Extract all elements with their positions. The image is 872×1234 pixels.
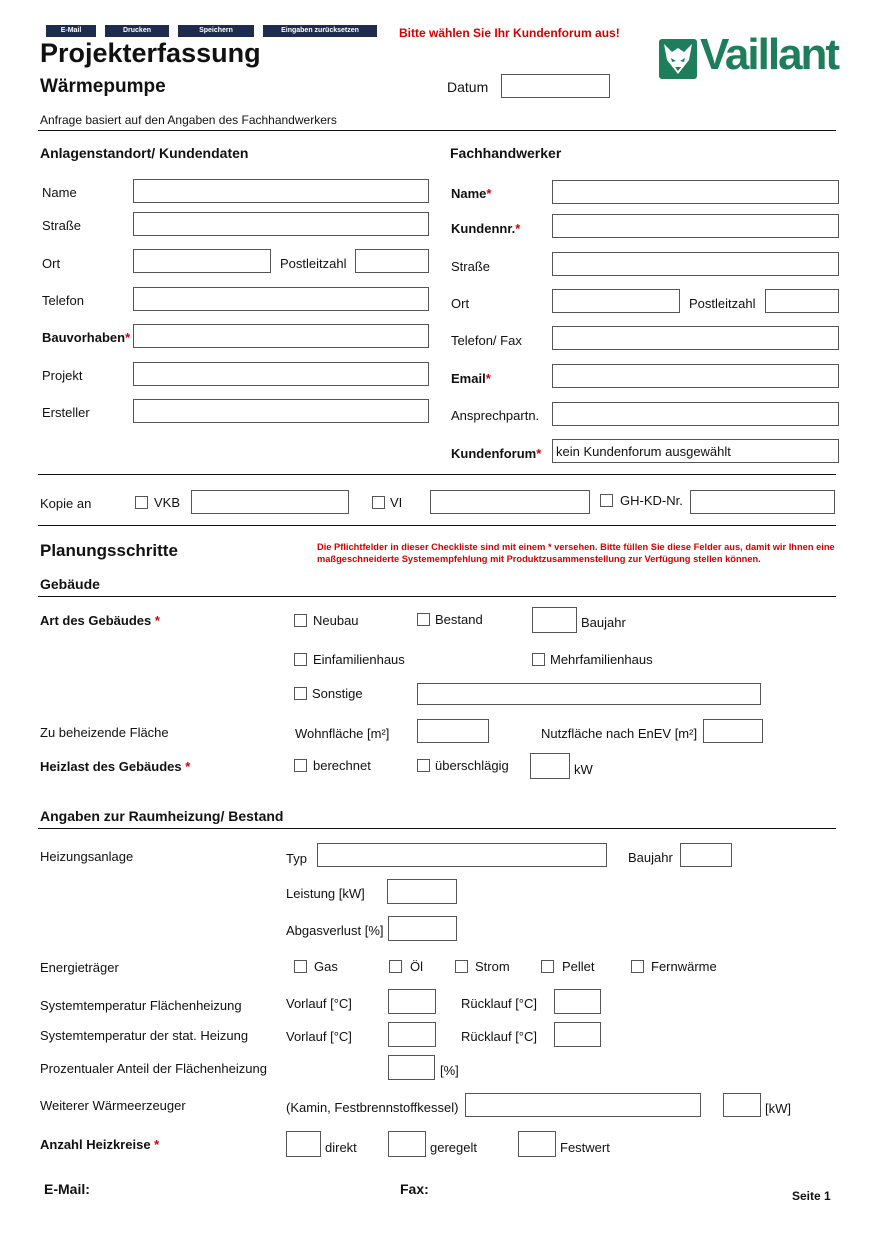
living-area-label: Wohnfläche [m²] — [295, 726, 390, 741]
gas-label: Gas — [314, 959, 338, 974]
calculated-label: berechnet — [313, 758, 371, 773]
district-heating-label: Fernwärme — [651, 959, 717, 974]
creator-input[interactable] — [133, 399, 429, 423]
project-input[interactable] — [133, 362, 429, 386]
heat-load-label: Heizlast des Gebäudes * — [40, 759, 191, 774]
save-button[interactable]: Speichern — [178, 25, 254, 37]
flow-static-label: Vorlauf [°C] — [286, 1029, 352, 1044]
usable-area-input[interactable] — [703, 719, 763, 743]
circuits-fixed-input[interactable] — [518, 1131, 556, 1157]
forum-label: Kundenforum* — [451, 446, 542, 461]
year-built-label: Baujahr — [581, 615, 626, 630]
share-floor-label: Prozentualer Anteil der Flächenheizung — [40, 1061, 267, 1076]
share-floor-input[interactable] — [388, 1055, 435, 1080]
circuits-direct-label: direkt — [325, 1140, 357, 1155]
forum-select[interactable]: kein Kundenforum ausgewählt — [552, 439, 839, 463]
single-family-checkbox[interactable] — [294, 653, 307, 666]
estimated-label: überschlägig — [435, 758, 509, 773]
ghkd-label: GH-KD-Nr. — [620, 493, 683, 508]
fox-logo-icon — [658, 38, 698, 80]
circuits-controlled-label: geregelt — [430, 1140, 477, 1155]
calculated-checkbox[interactable] — [294, 759, 307, 772]
customer-phone-input[interactable] — [133, 287, 429, 311]
ghkd-input[interactable] — [690, 490, 835, 514]
project-label: Projekt — [42, 368, 83, 383]
project-plan-label: Bauvorhaben* — [42, 330, 131, 345]
project-plan-input[interactable] — [133, 324, 429, 348]
divider — [38, 474, 836, 475]
date-input[interactable] — [501, 74, 610, 98]
craftsman-name-label: Name* — [451, 186, 492, 201]
power-label: Leistung [kW] — [286, 886, 365, 901]
other-generator-hint: (Kamin, Festbrennstoffkessel) — [286, 1100, 459, 1115]
other-generator-label: Weiterer Wärmeerzeuger — [40, 1098, 186, 1113]
other-input[interactable] — [417, 683, 761, 705]
contact-input[interactable] — [552, 402, 839, 426]
other-generator-unit: [kW] — [765, 1101, 791, 1116]
contact-label: Ansprechpartn. — [451, 408, 540, 423]
date-label: Datum — [447, 79, 489, 95]
divider — [38, 828, 836, 829]
power-input[interactable] — [387, 879, 457, 904]
year-built-input[interactable] — [532, 607, 577, 633]
multi-family-checkbox[interactable] — [532, 653, 545, 666]
footer-fax: Fax: — [400, 1181, 429, 1197]
heating-system-label: Heizungsanlage — [40, 849, 134, 864]
circuits-controlled-input[interactable] — [388, 1131, 426, 1157]
page-title: Projekterfassung — [40, 38, 261, 68]
type-label: Typ — [286, 851, 307, 866]
footer-email: E-Mail: — [44, 1181, 90, 1197]
building-heading: Gebäude — [40, 576, 100, 592]
estimated-checkbox[interactable] — [417, 759, 430, 772]
craftsman-zip-input[interactable] — [765, 289, 839, 313]
planning-heading: Planungsschritte — [40, 541, 178, 560]
flue-loss-label: Abgasverlust [%] — [286, 923, 384, 938]
pellet-checkbox[interactable] — [541, 960, 554, 973]
customer-heading: Anlagenstandort/ Kundendaten — [40, 145, 249, 161]
customer-no-input[interactable] — [552, 214, 839, 238]
divider — [38, 130, 836, 131]
circuits-fixed-label: Festwert — [560, 1140, 610, 1155]
customer-street-label: Straße — [42, 218, 82, 233]
customer-zip-label: Postleitzahl — [280, 256, 347, 271]
vkb-checkbox[interactable] — [135, 496, 148, 509]
vi-label: VI — [390, 495, 403, 510]
oil-label: Öl — [410, 959, 423, 974]
divider — [38, 525, 836, 526]
customer-name-input[interactable] — [133, 179, 429, 203]
customer-name-label: Name — [42, 185, 77, 200]
creator-label: Ersteller — [42, 405, 90, 420]
temp-floor-label: Systemtemperatur Flächenheizung — [40, 998, 242, 1013]
customer-zip-input[interactable] — [355, 249, 429, 273]
multi-family-label: Mehrfamilienhaus — [550, 652, 653, 667]
flow-floor-input[interactable] — [388, 989, 436, 1014]
existing-checkbox[interactable] — [417, 613, 430, 626]
customer-city-input[interactable] — [133, 249, 271, 273]
ghkd-checkbox[interactable] — [600, 494, 613, 507]
customer-phone-label: Telefon — [42, 293, 84, 308]
forum-notice: Bitte wählen Sie Ihr Kundenforum aus! — [399, 26, 620, 40]
vkb-input[interactable] — [191, 490, 349, 514]
other-label: Sonstige — [312, 686, 363, 701]
flow-floor-label: Vorlauf [°C] — [286, 996, 352, 1011]
phone-fax-label: Telefon/ Fax — [451, 333, 522, 348]
other-generator-input[interactable] — [465, 1093, 701, 1117]
brand-name: Vaillant — [700, 30, 839, 79]
return-floor-label: Rücklauf [°C] — [461, 996, 538, 1011]
required-notice: Die Pflichtfelder in dieser Checkliste sind mit einem * versehen. Bitte füllen Sie diese Felder aus, damit wir Ihnen eine maßgeschneiderte Systemempfehlung mit Produktzusammenstellung zur Verfügung stellen können. — [317, 542, 835, 564]
print-button[interactable]: Drucken — [105, 25, 169, 37]
new-build-label: Neubau — [313, 613, 359, 628]
heated-area-label: Zu beheizende Fläche — [40, 725, 169, 740]
page-number: Seite 1 — [792, 1189, 831, 1203]
craftsman-email-label: Email* — [451, 371, 491, 386]
craftsman-email-input[interactable] — [552, 364, 839, 388]
request-note: Anfrage basiert auf den Angaben des Fachhandwerkers — [40, 113, 337, 127]
other-checkbox[interactable] — [294, 687, 307, 700]
electricity-label: Strom — [475, 959, 510, 974]
pellet-label: Pellet — [562, 959, 595, 974]
customer-no-label: Kundennr.* — [451, 221, 521, 236]
gas-checkbox[interactable] — [294, 960, 307, 973]
flue-loss-input[interactable] — [388, 916, 457, 941]
customer-street-input[interactable] — [133, 212, 429, 236]
vkb-label: VKB — [154, 495, 181, 510]
oil-checkbox[interactable] — [389, 960, 402, 973]
craftsman-city-label: Ort — [451, 296, 470, 311]
heat-load-input[interactable] — [530, 753, 570, 779]
flow-static-input[interactable] — [388, 1022, 436, 1047]
heating-year-label: Baujahr — [628, 850, 673, 865]
energy-label: Energieträger — [40, 960, 119, 975]
return-static-label: Rücklauf [°C] — [461, 1029, 538, 1044]
temp-static-label: Systemtemperatur der stat. Heizung — [40, 1028, 249, 1043]
existing-label: Bestand — [435, 612, 483, 627]
craftsman-street-label: Straße — [451, 259, 491, 274]
single-family-label: Einfamilienhaus — [313, 652, 405, 667]
new-build-checkbox[interactable] — [294, 614, 307, 627]
heat-load-unit: kW — [574, 762, 593, 777]
reset-button[interactable]: Eingaben zurücksetzen — [263, 25, 377, 37]
customer-city-label: Ort — [42, 256, 61, 271]
vi-input[interactable] — [430, 490, 590, 514]
living-area-input[interactable] — [417, 719, 489, 743]
return-floor-input[interactable] — [554, 989, 601, 1014]
craftsman-name-input[interactable] — [552, 180, 839, 204]
building-type-label: Art des Gebäudes * — [40, 613, 160, 628]
heating-heading: Angaben zur Raumheizung/ Bestand — [40, 808, 284, 824]
divider — [38, 596, 836, 597]
copy-label: Kopie an — [40, 496, 92, 511]
craftsman-heading: Fachhandwerker — [450, 145, 562, 161]
type-input[interactable] — [317, 843, 607, 867]
page-subtitle: Wärmepumpe — [40, 76, 166, 97]
heating-year-input[interactable] — [680, 843, 732, 867]
other-generator-kw-input[interactable] — [723, 1093, 761, 1117]
email-button[interactable]: E-Mail — [46, 25, 96, 37]
share-floor-unit: [%] — [440, 1063, 459, 1078]
craftsman-zip-label: Postleitzahl — [689, 296, 756, 311]
district-heating-checkbox[interactable] — [631, 960, 644, 973]
usable-area-label: Nutzfläche nach EnEV [m²] — [541, 726, 698, 741]
craftsman-street-input[interactable] — [552, 252, 839, 276]
return-static-input[interactable] — [554, 1022, 601, 1047]
circuits-label: Anzahl Heizkreise * — [40, 1137, 160, 1152]
circuits-direct-input[interactable] — [286, 1131, 321, 1157]
vi-checkbox[interactable] — [372, 496, 385, 509]
craftsman-city-input[interactable] — [552, 289, 680, 313]
phone-fax-input[interactable] — [552, 326, 839, 350]
electricity-checkbox[interactable] — [455, 960, 468, 973]
